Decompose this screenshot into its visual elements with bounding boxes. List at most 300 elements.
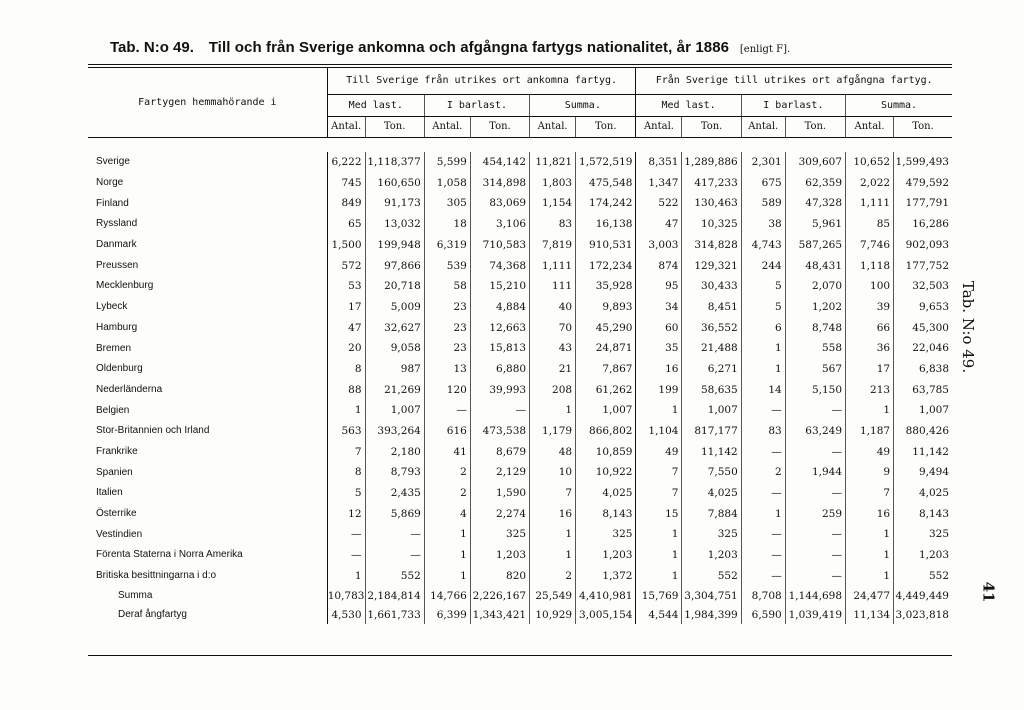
cell-value: 23	[424, 338, 470, 359]
cell-value: 1,372	[576, 566, 636, 587]
cell-value: 21,488	[682, 338, 741, 359]
cell-value: 552	[928, 569, 949, 582]
cell-value: 12	[327, 504, 365, 525]
table-number: Tab. N:o 49.	[110, 39, 194, 56]
row-label: Hamburg	[88, 318, 327, 339]
row-label: Finland	[88, 193, 327, 214]
cell-value: 7	[530, 483, 576, 504]
row-label: Britiska besittningarna i d:o	[88, 566, 327, 587]
top-rule	[88, 64, 952, 65]
cell-value: 1	[327, 566, 365, 587]
cell-value: 1,154	[530, 193, 576, 214]
cell-value: 1,039,419	[785, 605, 845, 624]
cell-value: 1,803	[530, 173, 576, 194]
row-label: Förenta Staterna i Norra Amerika	[88, 545, 327, 566]
table-row	[88, 545, 952, 566]
cell-value: 38	[741, 214, 785, 235]
total-row	[88, 605, 952, 624]
cell-value: 10,929	[530, 605, 576, 624]
cell-value: 3,023,818	[895, 608, 949, 621]
cell-value: 16	[636, 359, 682, 380]
cell-value: 6,222	[327, 152, 365, 173]
cell-value: 6,590	[741, 605, 785, 624]
source-note: [enligt F].	[739, 44, 791, 55]
cell-value: 17	[327, 297, 365, 318]
cell-value: 552	[365, 566, 424, 587]
cell-value: 325	[928, 528, 949, 541]
cell-value: 5	[741, 276, 785, 297]
cell-value: 880,426	[905, 425, 949, 438]
cell-value: 58	[424, 276, 470, 297]
cell-value: 6,399	[424, 605, 470, 624]
cell-value: 1,111	[530, 255, 576, 276]
cell-value: 3,005,154	[576, 605, 636, 624]
cell-value: 66	[846, 318, 894, 339]
row-label: Österrike	[88, 504, 327, 525]
cell-value: 1,118,377	[365, 152, 424, 173]
cell-value: 2,180	[365, 442, 424, 463]
cell-value: 53	[327, 276, 365, 297]
cell-value: 1	[741, 504, 785, 525]
cell-value: 8,351	[636, 152, 682, 173]
cell-value: 5,009	[365, 297, 424, 318]
cell-value: 1,203	[576, 545, 636, 566]
table-row	[88, 193, 952, 214]
cell-value: 6,271	[682, 359, 741, 380]
cell-value: 1	[741, 359, 785, 380]
cell-value: 1,203	[470, 545, 529, 566]
cell-value: 1,007	[918, 404, 949, 417]
cell-value: 325	[470, 524, 529, 545]
cell-value: 473,538	[470, 421, 529, 442]
header-unit-ton: Ton.	[894, 117, 952, 138]
table-row	[88, 318, 952, 339]
cell-value: 1,203	[682, 545, 741, 566]
table-row	[88, 152, 952, 173]
cell-value: 8,679	[470, 442, 529, 463]
cell-value: 9,058	[365, 338, 424, 359]
cell-value: 7,746	[846, 235, 894, 256]
cell-value: 65	[327, 214, 365, 235]
cell-value: 9,893	[576, 297, 636, 318]
cell-value: 5,869	[365, 504, 424, 525]
cell-value: —	[365, 524, 424, 545]
cell-value: 616	[424, 421, 470, 442]
cell-value: —	[741, 483, 785, 504]
cell-value: 2,435	[365, 483, 424, 504]
cell-value: 130,463	[682, 193, 741, 214]
cell-value: 88	[327, 380, 365, 401]
table-row	[88, 276, 952, 297]
cell-value: 7,819	[530, 235, 576, 256]
cell-value: 61,262	[576, 380, 636, 401]
cell-value: 1,007	[682, 400, 741, 421]
header-in-sum: Summa.	[530, 95, 636, 117]
cell-value: 5	[327, 483, 365, 504]
table-row	[88, 483, 952, 504]
cell-value: 7	[636, 483, 682, 504]
cell-value: 25,549	[530, 586, 576, 605]
cell-value: 32,627	[365, 318, 424, 339]
cell-value: 47	[636, 214, 682, 235]
cell-value: 1,104	[636, 421, 682, 442]
cell-value: 325	[576, 524, 636, 545]
cell-value: 58,635	[682, 380, 741, 401]
cell-value: 5	[741, 297, 785, 318]
row-label: Norge	[88, 173, 327, 194]
cell-value: 18	[424, 214, 470, 235]
cell-value: 177,752	[905, 259, 949, 272]
cell-value: 39	[846, 297, 894, 318]
table-row	[88, 504, 952, 525]
cell-value: 24,871	[576, 338, 636, 359]
row-label: Stor-Britannien och Irland	[88, 421, 327, 442]
cell-value: 10	[530, 462, 576, 483]
cell-value: 1	[846, 400, 894, 421]
cell-value: 1	[530, 400, 576, 421]
cell-value: 475,548	[576, 173, 636, 194]
cell-value: —	[327, 545, 365, 566]
cell-value: 2,070	[785, 276, 845, 297]
cell-value: 7	[327, 442, 365, 463]
header-in-ballast: I barlast.	[424, 95, 529, 117]
cell-value: 97,866	[365, 255, 424, 276]
cell-value: —	[785, 524, 845, 545]
cell-value: 40	[530, 297, 576, 318]
cell-value: 1	[636, 566, 682, 587]
cell-value: 1	[424, 545, 470, 566]
cell-value: 85	[846, 214, 894, 235]
cell-value: 1	[846, 524, 894, 545]
cell-value: 710,583	[470, 235, 529, 256]
cell-value: 7,550	[682, 462, 741, 483]
cell-value: —	[741, 524, 785, 545]
cell-value: 9,494	[918, 466, 949, 479]
cell-value: 2,022	[846, 173, 894, 194]
table-row	[88, 255, 952, 276]
cell-value: 14	[741, 380, 785, 401]
cell-value: 1	[846, 566, 894, 587]
cell-value: 2	[741, 462, 785, 483]
cell-value: 522	[636, 193, 682, 214]
cell-value: —	[741, 545, 785, 566]
cell-value: 15,769	[636, 586, 682, 605]
table-row	[88, 380, 952, 401]
row-header: Fartygen hemmahörande i	[88, 68, 327, 138]
table-row	[88, 462, 952, 483]
cell-value: 9,653	[918, 300, 949, 313]
cell-value: 987	[365, 359, 424, 380]
cell-value: 675	[741, 173, 785, 194]
row-label: Spanien	[88, 462, 327, 483]
cell-value: 91,173	[365, 193, 424, 214]
header-in-loaded: Med last.	[327, 95, 424, 117]
bottom-rule	[88, 655, 952, 656]
cell-value: 4,544	[636, 605, 682, 624]
cell-value: 393,264	[365, 421, 424, 442]
cell-value: 41	[424, 442, 470, 463]
cell-value: 745	[327, 173, 365, 194]
cell-value: 8,748	[785, 318, 845, 339]
cell-value: 1,179	[530, 421, 576, 442]
cell-value: 8,143	[918, 507, 949, 520]
page-title	[110, 38, 970, 56]
cell-value: 874	[636, 255, 682, 276]
cell-value: 172,234	[576, 255, 636, 276]
cell-value: 2,301	[741, 152, 785, 173]
cell-value: 11,134	[846, 605, 894, 624]
cell-value: —	[470, 400, 529, 421]
cell-value: 20	[327, 338, 365, 359]
cell-value: 849	[327, 193, 365, 214]
cell-value: 5,150	[785, 380, 845, 401]
cell-value: 36	[846, 338, 894, 359]
row-label: Summa	[88, 586, 327, 605]
cell-value: 160,650	[365, 173, 424, 194]
cell-value: 1,500	[327, 235, 365, 256]
table-row	[88, 297, 952, 318]
cell-value: 16,286	[912, 218, 949, 231]
cell-value: 1,347	[636, 173, 682, 194]
cell-value: 45,300	[912, 321, 949, 334]
table-row	[88, 359, 952, 380]
cell-value: 866,802	[576, 421, 636, 442]
cell-value: 1,599,493	[895, 156, 949, 169]
header-unit-ton: Ton.	[576, 117, 636, 138]
header-unit-count: Antal.	[424, 117, 470, 138]
cell-value: 199	[636, 380, 682, 401]
header-unit-ton: Ton.	[682, 117, 741, 138]
table-row	[88, 566, 952, 587]
cell-value: 1,203	[918, 549, 949, 562]
cell-value: —	[365, 545, 424, 566]
cell-value: 13	[424, 359, 470, 380]
cell-value: 39,993	[470, 380, 529, 401]
cell-value: 74,368	[470, 255, 529, 276]
cell-value: 9	[846, 462, 894, 483]
cell-value: 8	[327, 462, 365, 483]
cell-value: 1	[636, 545, 682, 566]
cell-value: 1	[741, 338, 785, 359]
cell-value: 47,328	[785, 193, 845, 214]
cell-value: 2,129	[470, 462, 529, 483]
cell-value: 259	[785, 504, 845, 525]
cell-value: 8,143	[576, 504, 636, 525]
cell-value: 1,343,421	[470, 605, 529, 624]
row-label: Frankrike	[88, 442, 327, 463]
cell-value: —	[785, 442, 845, 463]
cell-value: 1,007	[576, 400, 636, 421]
cell-value: 83,069	[470, 193, 529, 214]
row-label: Bremen	[88, 338, 327, 359]
cell-value: 16	[846, 504, 894, 525]
table-title: Till och från Sverige ankomna och afgångna fartygs nationalitet, år 1886	[208, 39, 730, 56]
row-label: Belgien	[88, 400, 327, 421]
cell-value: 4,025	[576, 483, 636, 504]
table-row	[88, 214, 952, 235]
header-unit-count: Antal.	[741, 117, 785, 138]
cell-value: 48,431	[785, 255, 845, 276]
cell-value: 35,928	[576, 276, 636, 297]
cell-value: —	[785, 400, 845, 421]
cell-value: 820	[470, 566, 529, 587]
cell-value: 13,032	[365, 214, 424, 235]
table-row	[88, 235, 952, 256]
cell-value: 5,599	[424, 152, 470, 173]
cell-value: 60	[636, 318, 682, 339]
header-unit-ton: Ton.	[365, 117, 424, 138]
cell-value: 1,944	[785, 462, 845, 483]
cell-value: —	[741, 400, 785, 421]
cell-value: 32,503	[912, 280, 949, 293]
cell-value: 6	[741, 318, 785, 339]
cell-value: 3,106	[470, 214, 529, 235]
cell-value: 2	[424, 462, 470, 483]
header-unit-count: Antal.	[636, 117, 682, 138]
cell-value: 17	[846, 359, 894, 380]
cell-value: 1	[530, 524, 576, 545]
cell-value: 6,838	[918, 362, 949, 375]
cell-value: 4	[424, 504, 470, 525]
cell-value: 63,785	[912, 383, 949, 396]
cell-value: 22,046	[912, 342, 949, 355]
cell-value: 70	[530, 318, 576, 339]
cell-value: 47	[327, 318, 365, 339]
cell-value: 309,607	[785, 152, 845, 173]
cell-value: 10,859	[576, 442, 636, 463]
cell-value: 1	[424, 524, 470, 545]
cell-value: 910,531	[576, 235, 636, 256]
cell-value: 8,793	[365, 462, 424, 483]
cell-value: 62,359	[785, 173, 845, 194]
cell-value: 1,289,886	[682, 152, 741, 173]
row-label: Ryssland	[88, 214, 327, 235]
cell-value: 2	[530, 566, 576, 587]
cell-value: 1,111	[846, 193, 894, 214]
page-number: 41	[979, 581, 998, 603]
header-unit-count: Antal.	[530, 117, 576, 138]
cell-value: 208	[530, 380, 576, 401]
row-label: Preussen	[88, 255, 327, 276]
cell-value: 1	[636, 400, 682, 421]
cell-value: 36,552	[682, 318, 741, 339]
cell-value: 7,867	[576, 359, 636, 380]
cell-value: 10,652	[846, 152, 894, 173]
cell-value: 7	[636, 462, 682, 483]
cell-value: 34	[636, 297, 682, 318]
cell-value: 1,590	[470, 483, 529, 504]
table-row	[88, 173, 952, 194]
cell-value: 16	[530, 504, 576, 525]
cell-value: 30,433	[682, 276, 741, 297]
cell-value: 1,118	[846, 255, 894, 276]
cell-value: 83	[741, 421, 785, 442]
row-label: Nederländerna	[88, 380, 327, 401]
cell-value: 7	[846, 483, 894, 504]
row-label: Sverige	[88, 152, 327, 173]
cell-value: 563	[327, 421, 365, 442]
header-out-loaded: Med last.	[636, 95, 741, 117]
cell-value: 572	[327, 255, 365, 276]
cell-value: 1	[636, 524, 682, 545]
cell-value: 20,718	[365, 276, 424, 297]
cell-value: 1	[846, 545, 894, 566]
cell-value: 3,304,751	[682, 586, 741, 605]
cell-value: 49	[846, 442, 894, 463]
spacer-cell	[88, 138, 952, 153]
cell-value: 111	[530, 276, 576, 297]
cell-value: 587,265	[785, 235, 845, 256]
cell-value: 325	[682, 524, 741, 545]
cell-value: 6,880	[470, 359, 529, 380]
row-label: Mecklenburg	[88, 276, 327, 297]
cell-value: 4,025	[918, 487, 949, 500]
cell-value: 8	[327, 359, 365, 380]
cell-value: 454,142	[470, 152, 529, 173]
cell-value: 417,233	[682, 173, 741, 194]
cell-value: 1,007	[365, 400, 424, 421]
cell-value: 21,269	[365, 380, 424, 401]
header-unit-ton: Ton.	[470, 117, 529, 138]
cell-value: 100	[846, 276, 894, 297]
cell-value: 1,661,733	[365, 605, 424, 624]
cell-value: 1	[530, 545, 576, 566]
cell-value: 558	[785, 338, 845, 359]
cell-value: 14,766	[424, 586, 470, 605]
cell-value: 589	[741, 193, 785, 214]
cell-value: 11,821	[530, 152, 576, 173]
cell-value: 2,226,167	[470, 586, 529, 605]
cell-value: 23	[424, 297, 470, 318]
total-row	[88, 586, 952, 605]
cell-value: 10,922	[576, 462, 636, 483]
cell-value: 15,210	[470, 276, 529, 297]
cell-value: 16,138	[576, 214, 636, 235]
cell-value: 244	[741, 255, 785, 276]
cell-value: 539	[424, 255, 470, 276]
cell-value: 2,184,814	[365, 586, 424, 605]
row-label: Oldenburg	[88, 359, 327, 380]
cell-value: 567	[785, 359, 845, 380]
header-unit-count: Antal.	[846, 117, 894, 138]
header-arrivals: Till Sverige från utrikes ort ankomna fartyg.	[327, 68, 636, 95]
cell-value: 4,410,981	[576, 586, 636, 605]
cell-value: 314,898	[470, 173, 529, 194]
cell-value: 35	[636, 338, 682, 359]
cell-value: 817,177	[682, 421, 741, 442]
cell-value: 1,202	[785, 297, 845, 318]
cell-value: 1,984,399	[682, 605, 741, 624]
cell-value: 4,449,449	[895, 589, 949, 602]
table-row	[88, 400, 952, 421]
cell-value: 23	[424, 318, 470, 339]
cell-value: —	[424, 400, 470, 421]
cell-value: 21	[530, 359, 576, 380]
table-row	[88, 524, 952, 545]
cell-value: 12,663	[470, 318, 529, 339]
cell-value: —	[785, 483, 845, 504]
cell-value: 10,325	[682, 214, 741, 235]
cell-value: —	[741, 442, 785, 463]
cell-value: 8,708	[741, 586, 785, 605]
cell-value: —	[785, 566, 845, 587]
cell-value: 11,142	[682, 442, 741, 463]
cell-value: 174,242	[576, 193, 636, 214]
cell-value: 4,743	[741, 235, 785, 256]
cell-value: —	[741, 566, 785, 587]
cell-value: 120	[424, 380, 470, 401]
cell-value: 48	[530, 442, 576, 463]
